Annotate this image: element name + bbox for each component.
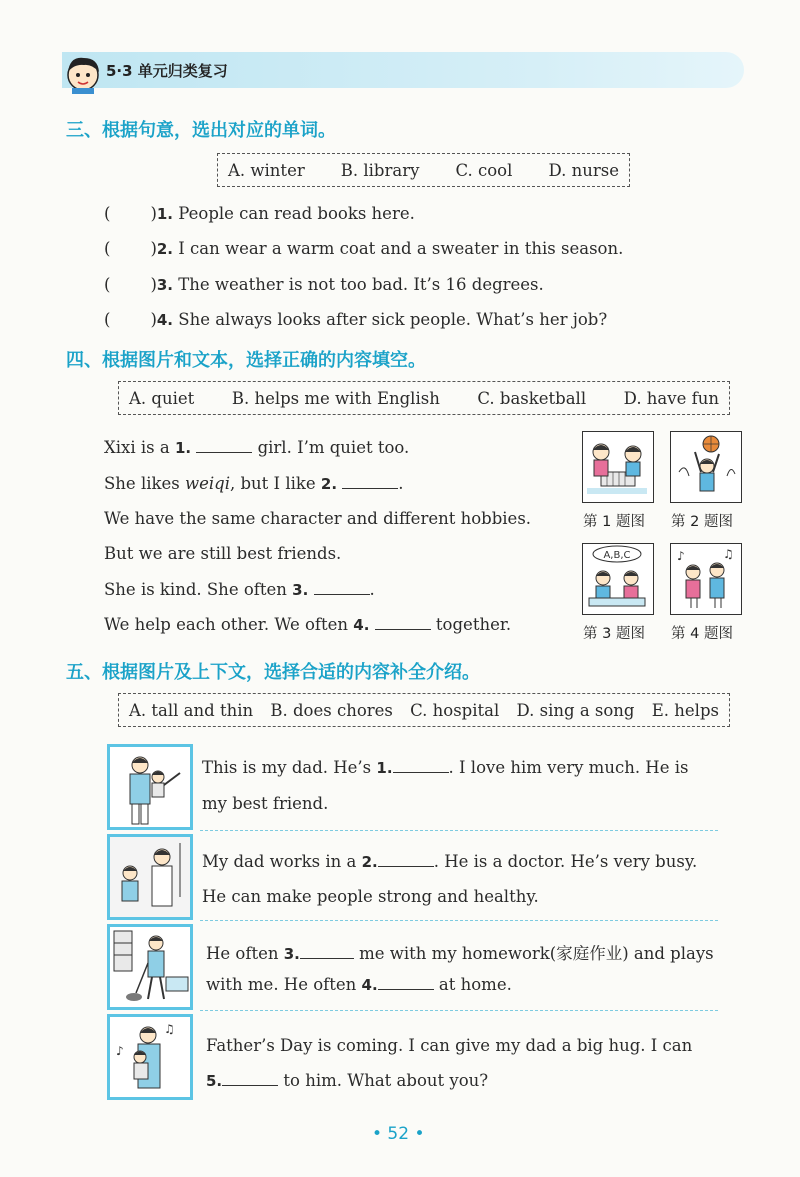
dad-carrying-child-icon xyxy=(110,747,190,827)
caption-4: 第 4 题图 xyxy=(671,626,733,642)
basketball-player-icon xyxy=(671,432,740,501)
doctor-icon xyxy=(110,837,190,917)
blank[interactable] xyxy=(314,580,370,595)
s4-line-5: She is kind. She often 3. . xyxy=(104,580,375,599)
caption-1: 第 1 题图 xyxy=(583,514,645,530)
question-1: ( )1. People can read books here. xyxy=(104,204,415,223)
s4-line-1: Xixi is a 1. girl. I’m quiet too. xyxy=(104,438,410,457)
divider xyxy=(200,1010,718,1011)
divider xyxy=(200,920,718,921)
section4-options xyxy=(118,381,730,415)
option: D. have fun xyxy=(623,388,719,408)
svg-text:♪: ♪ xyxy=(116,1044,124,1058)
girls-singing-icon xyxy=(671,544,740,613)
section4-title: 四、根据图片和文本，选择正确的内容填空。 xyxy=(66,350,426,371)
option: D. nurse xyxy=(548,160,619,180)
s4-line-4: But we are still best friends. xyxy=(104,544,342,563)
option: A. winter xyxy=(228,160,305,180)
header-title: 5·3 单元归类复习 xyxy=(106,62,228,80)
svg-text:♫: ♫ xyxy=(723,547,734,561)
picture-3 xyxy=(582,543,654,615)
option: B. library xyxy=(340,160,420,180)
blank[interactable] xyxy=(300,944,354,959)
blank[interactable] xyxy=(222,1071,278,1086)
option: A. quiet xyxy=(129,388,195,408)
s5-p2-line1: My dad works in a 2. . He is a doctor. He’s very busy. xyxy=(202,852,698,871)
option: C. cool xyxy=(455,160,513,180)
blank[interactable] xyxy=(378,852,434,867)
section3-options xyxy=(217,153,630,187)
picture-4 xyxy=(670,543,742,615)
blank[interactable] xyxy=(393,758,449,773)
s5-p1-line2: my best friend. xyxy=(202,794,329,813)
s5-p4-line1: Father’s Day is coming. I can give my dad a big hug. I can xyxy=(206,1036,693,1055)
blank[interactable] xyxy=(375,615,431,630)
s5-p4-line2: 5. to him. What about you? xyxy=(206,1071,489,1090)
s5-p3-line2: with me. He often 4. at home. xyxy=(206,975,512,994)
s5-p1-line1: This is my dad. He’s 1. . I love him very much. He is xyxy=(202,758,689,777)
dad-hug-icon xyxy=(110,1017,190,1097)
dad-vacuuming-icon xyxy=(110,927,190,1007)
option: D. sing a song xyxy=(516,700,635,720)
s4-line-3: We have the same character and different hobbies. xyxy=(104,509,532,528)
caption-3: 第 3 题图 xyxy=(583,626,645,642)
option: C. basketball xyxy=(477,388,587,408)
picture-doctor xyxy=(107,834,193,920)
option: C. hospital xyxy=(410,700,500,720)
question-2: ( )2. I can wear a warm coat and a sweater in this season. xyxy=(104,239,624,258)
mascot-icon xyxy=(62,52,104,94)
option: B. helps me with English xyxy=(231,388,440,408)
question-3: ( )3. The weather is not too bad. It’s 16 degrees. xyxy=(104,275,544,294)
option: B. does chores xyxy=(270,700,393,720)
picture-1 xyxy=(582,431,654,503)
girls-playing-weiqi-icon xyxy=(583,432,652,501)
question-4: ( )4. She always looks after sick people. What’s her job? xyxy=(104,310,608,329)
girls-studying-english-icon xyxy=(583,544,652,613)
picture-dad-carry xyxy=(107,744,193,830)
blank[interactable] xyxy=(378,975,434,990)
blank[interactable] xyxy=(196,438,252,453)
picture-2 xyxy=(670,431,742,503)
s5-p2-line2: He can make people strong and healthy. xyxy=(202,887,539,906)
section5-title: 五、根据图片及上下文，选择合适的内容补全介绍。 xyxy=(66,662,480,683)
s4-line-2: She likes weiqi, but I like 2. . xyxy=(104,474,404,493)
picture-hug xyxy=(107,1014,193,1100)
svg-text:♪: ♪ xyxy=(677,549,685,563)
section3-title: 三、根据句意，选出对应的单词。 xyxy=(66,120,336,141)
caption-2: 第 2 题图 xyxy=(671,514,733,530)
svg-text:♫: ♫ xyxy=(164,1022,175,1036)
section5-options xyxy=(118,693,730,727)
page-number: • 52 • xyxy=(372,1124,425,1144)
option: A. tall and thin xyxy=(129,700,254,720)
option: E. helps xyxy=(651,700,719,720)
picture-chores xyxy=(107,924,193,1010)
s5-p3-line1: He often 3. me with my homework(家庭作业) and plays xyxy=(206,944,714,963)
divider xyxy=(200,830,718,831)
bubble-text: A,B,C xyxy=(603,550,631,561)
s4-line-6: We help each other. We often 4. together. xyxy=(104,615,512,634)
blank[interactable] xyxy=(342,474,398,489)
